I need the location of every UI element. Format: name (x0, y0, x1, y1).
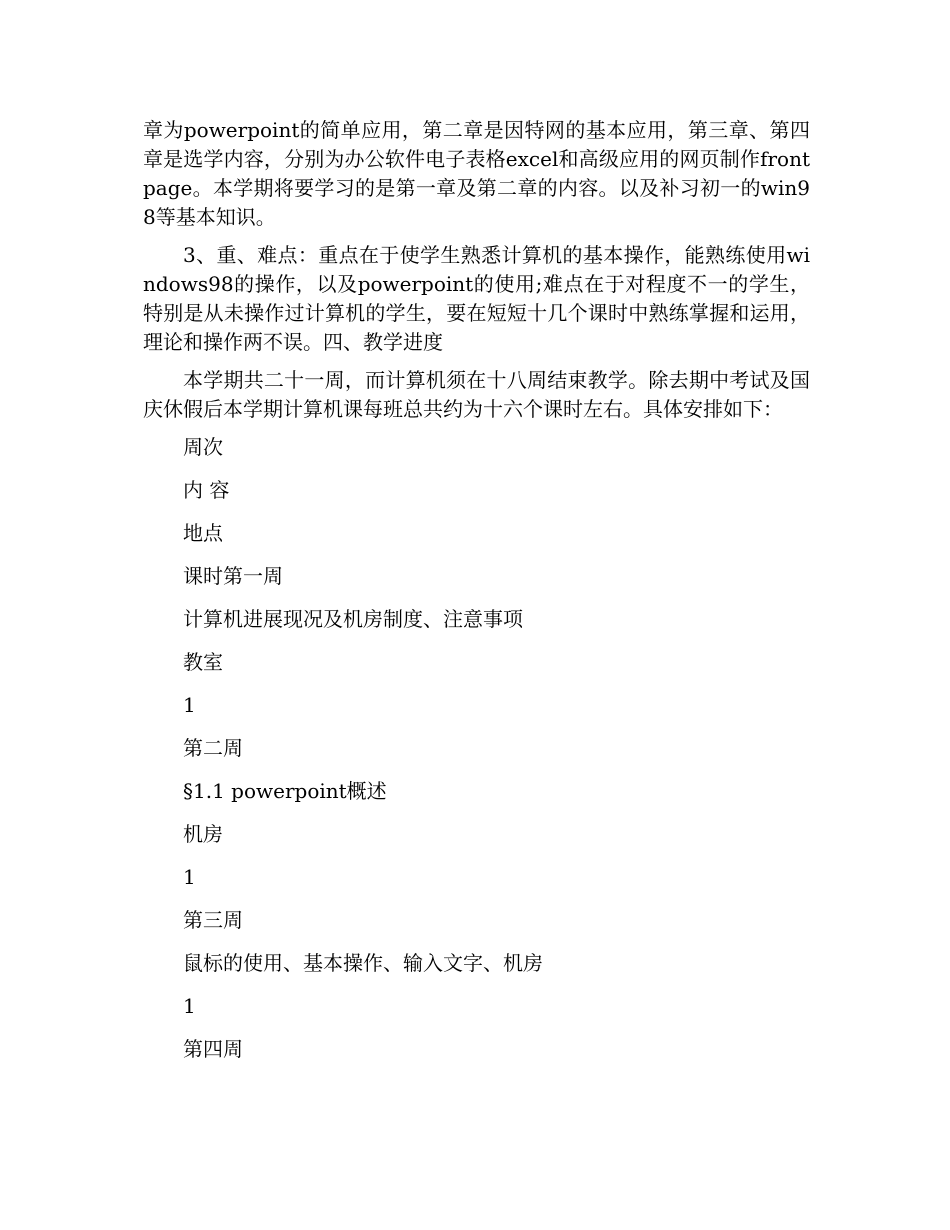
paragraph-course-overview: 章为powerpoint的简单应用，第二章是因特网的基本应用，第三章、第四章是选学内容，分别为办公软件电子表格excel和高级应用的网页制作frontpage。本学期将要学习的是第一章及第二章的内容。以及补习初一的win98等基本知识。 (143, 118, 810, 229)
schedule-list (143, 433, 810, 1064)
schedule-week-3: 第三周 (183, 908, 243, 932)
document-body (143, 116, 810, 1078)
schedule-week-2: 第二周 (183, 736, 243, 760)
schedule-week-1-location: 教室 (183, 650, 223, 674)
schedule-week-4: 第四周 (183, 1037, 243, 1061)
schedule-week-1-hours: 1 (183, 693, 196, 717)
schedule-week-2-location: 机房 (183, 822, 223, 846)
schedule-header-week: 周次 (183, 435, 223, 459)
paragraph-schedule-intro: 本学期共二十一周，而计算机须在十八周结束教学。除去期中考试及国庆休假后本学期计算机课每班总共约为十六个课时左右。具体安排如下： (143, 368, 810, 421)
schedule-week-2-hours: 1 (183, 865, 196, 889)
schedule-week-3-hours: 1 (183, 994, 196, 1018)
schedule-week-3-content: 鼠标的使用、基本操作、输入文字、机房 (183, 951, 543, 975)
schedule-header-location: 地点 (183, 521, 223, 545)
schedule-header-hours-week-1: 课时第一周 (183, 564, 283, 588)
schedule-week-1-content: 计算机进展现况及机房制度、注意事项 (183, 607, 523, 631)
paragraph-key-difficult-points: 3、重、难点：重点在于使学生熟悉计算机的基本操作，能熟练使用windows98的操作，以及powerpoint的使用;难点在于对程度不一的学生，特别是从未操作过计算机的学生，要在短短十几个课时中熟练掌握和运用，理论和操作两不误。四、教学进度 (143, 243, 810, 354)
schedule-week-2-content: §1.1 powerpoint概述 (183, 779, 387, 803)
schedule-header-content: 内 容 (183, 478, 230, 502)
